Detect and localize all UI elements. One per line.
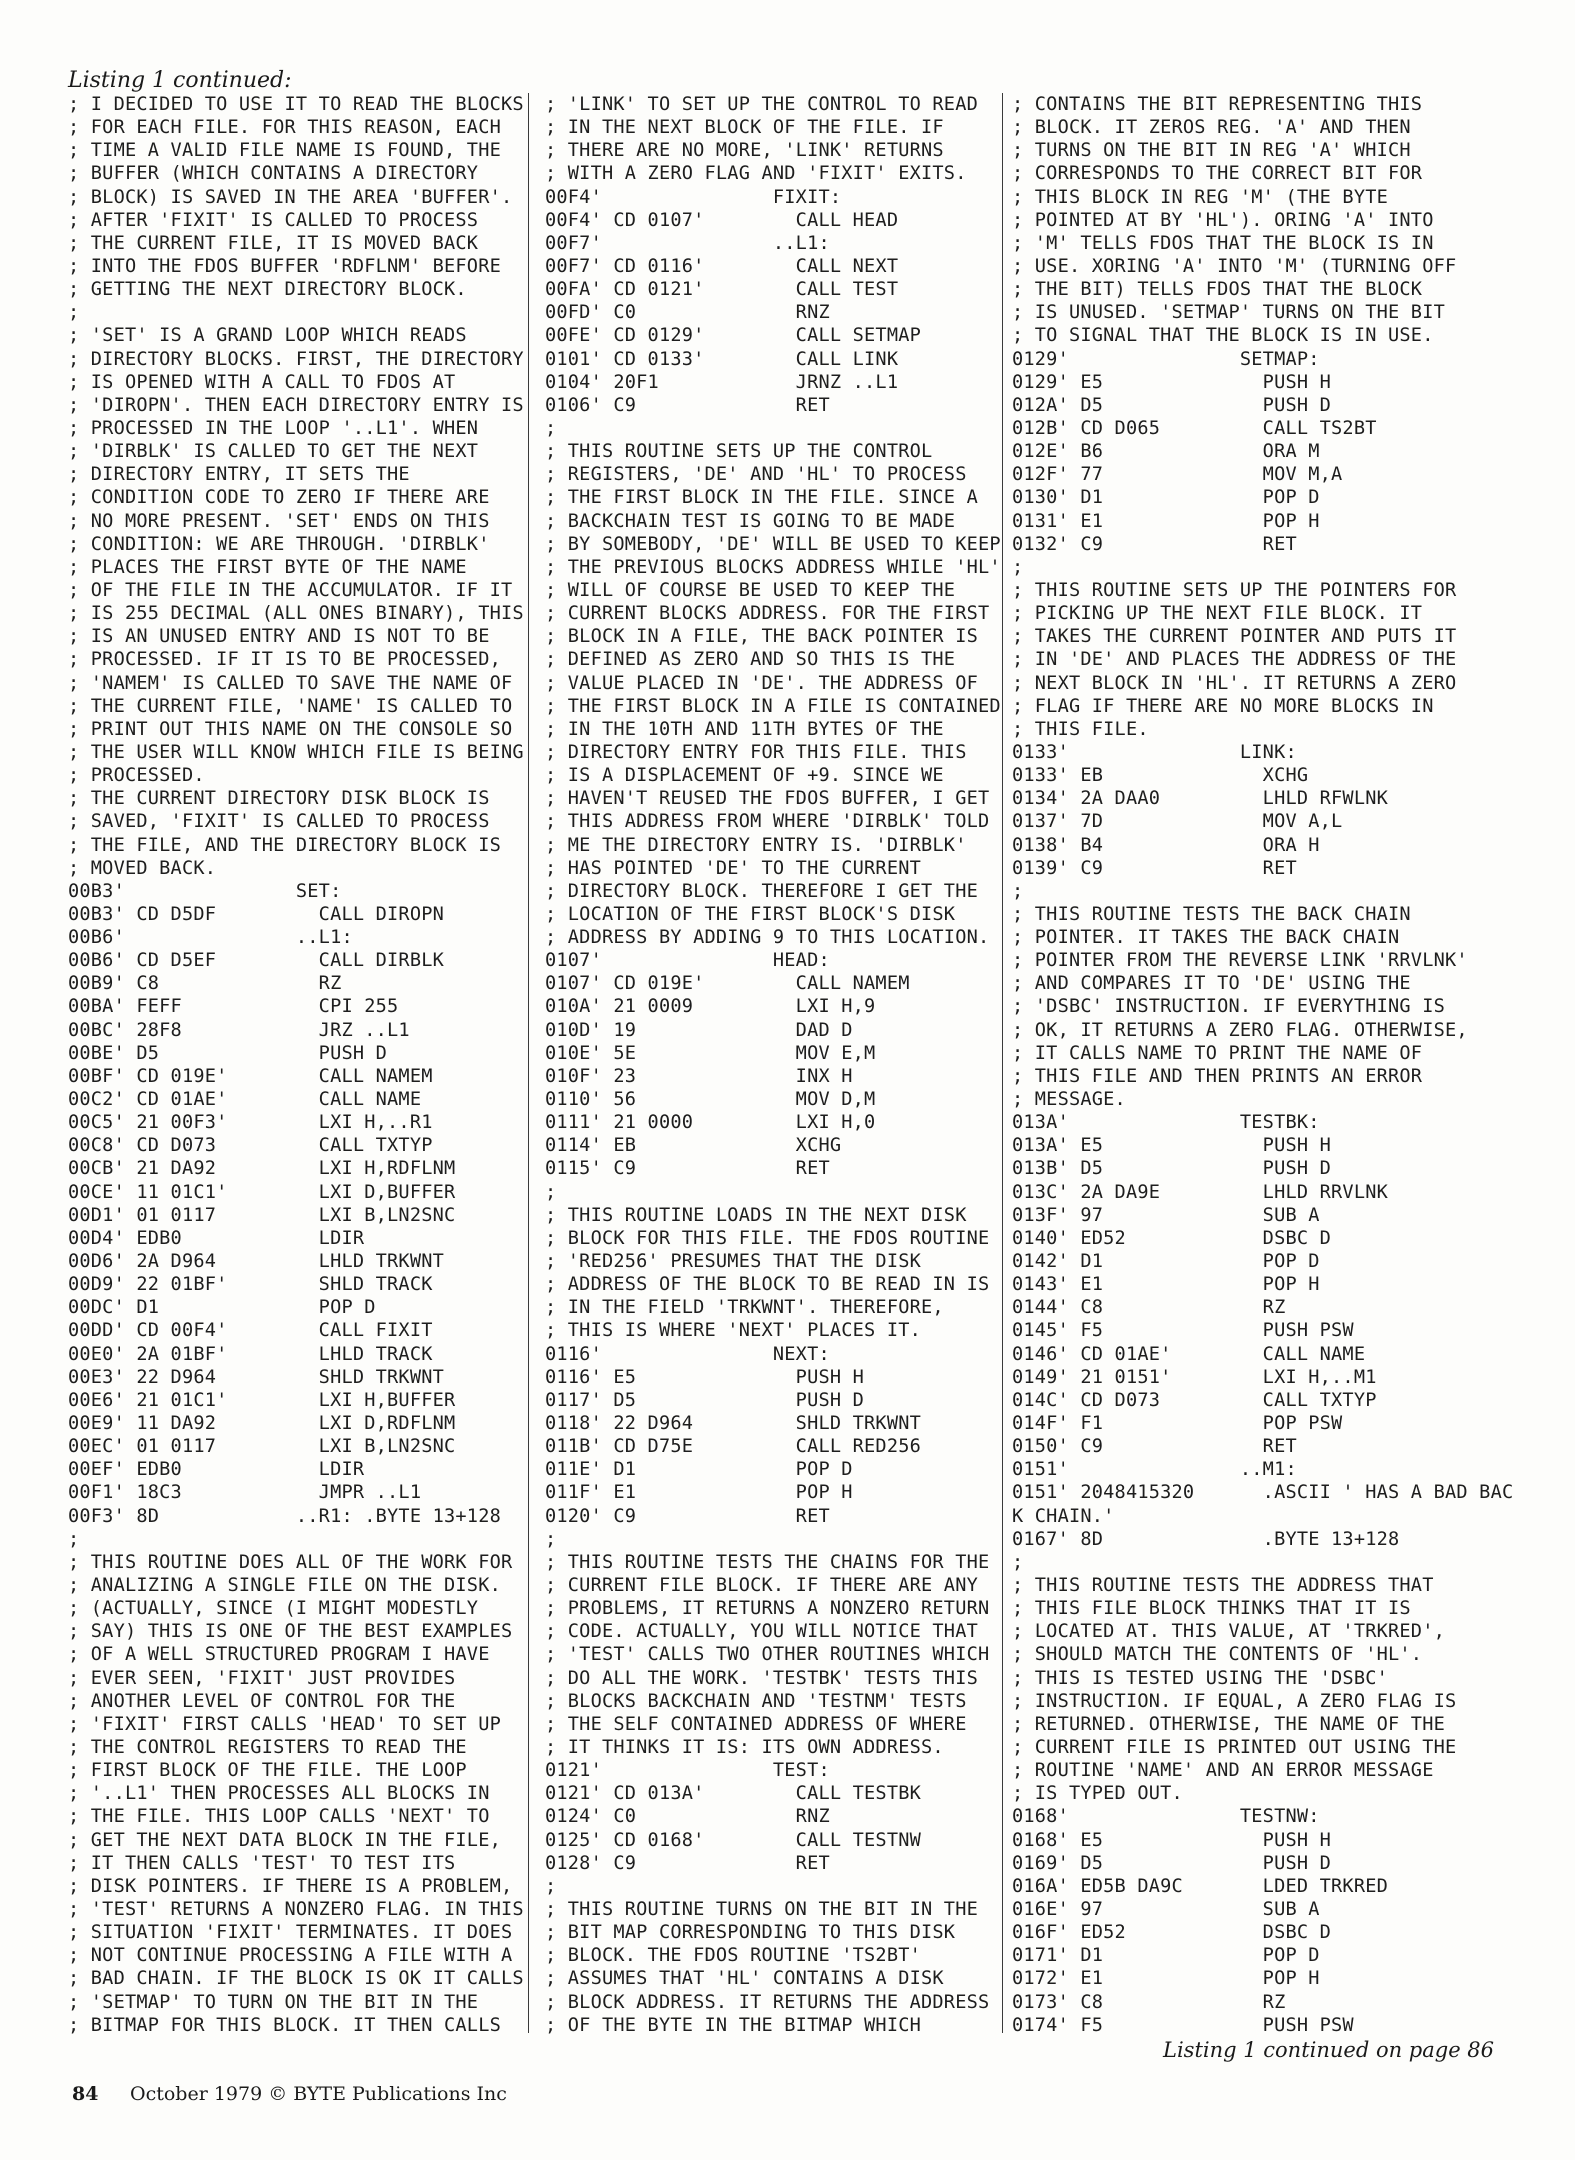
code-line: 010E' 5E MOV E,M: [545, 1042, 876, 1064]
code-line: 0133' LINK:: [1012, 741, 1297, 763]
code-line: 014F' F1 POP PSW: [1012, 1413, 1343, 1435]
code-line: ; POINTER FROM THE REVERSE LINK 'RRVLNK': [1012, 950, 1468, 972]
code-line: ; RETURNED. OTHERWISE, THE NAME OF THE: [1012, 1713, 1445, 1735]
code-line: ; TIME A VALID FILE NAME IS FOUND, THE: [68, 140, 501, 162]
code-line: 0149' 21 0151' LXI H,..M1: [1012, 1366, 1377, 1388]
code-line: ; I DECIDED TO USE IT TO READ THE BLOCKS: [68, 94, 524, 115]
code-line: ;: [1012, 1551, 1024, 1573]
code-line: 0101' CD 0133' CALL LINK: [545, 348, 899, 370]
code-line: 0167' 8D .BYTE 13+128: [1012, 1528, 1400, 1550]
code-line: ; BAD CHAIN. IF THE BLOCK IS OK IT CALLS: [68, 1968, 524, 1990]
code-line: ; THIS ROUTINE DOES ALL OF THE WORK FOR: [68, 1551, 513, 1573]
code-line: ;: [68, 1528, 80, 1550]
code-line: ; THIS ROUTINE TURNS ON THE BIT IN THE: [545, 1898, 978, 1920]
code-line: ; SAVED, 'FIXIT' IS CALLED TO PROCESS: [68, 811, 490, 833]
code-line: 0169' D5 PUSH D: [1012, 1852, 1332, 1874]
code-line: ; THE CURRENT FILE, IT IS MOVED BACK: [68, 232, 479, 254]
code-line: 0140' ED52 DSBC D: [1012, 1227, 1332, 1249]
code-line: ; SITUATION 'FIXIT' TERMINATES. IT DOES: [68, 1922, 513, 1944]
code-line: ; GETTING THE NEXT DIRECTORY BLOCK.: [68, 279, 467, 301]
code-line: ; POINTED AT BY 'HL'). ORING 'A' INTO: [1012, 209, 1434, 231]
code-line: ; BY SOMEBODY, 'DE' WILL BE USED TO KEEP: [545, 533, 1001, 555]
code-line: ; 'LINK' TO SET UP THE CONTROL TO READ: [545, 94, 978, 115]
code-line: ; INSTRUCTION. IF EQUAL, A ZERO FLAG IS: [1012, 1690, 1457, 1712]
code-line: 012F' 77 MOV M,A: [1012, 464, 1343, 486]
code-line: ; THE CONTROL REGISTERS TO READ THE: [68, 1736, 467, 1758]
code-line: ; REGISTERS, 'DE' AND 'HL' TO PROCESS: [545, 464, 967, 486]
code-line: 012E' B6 ORA M: [1012, 441, 1320, 463]
code-line: 0124' C0 RNZ: [545, 1806, 830, 1828]
code-line: ; IT THINKS IT IS: ITS OWN ADDRESS.: [545, 1736, 944, 1758]
code-line: ; BLOCK FOR THIS FILE. THE FDOS ROUTINE: [545, 1227, 990, 1249]
code-line: 011E' D1 POP D: [545, 1459, 853, 1481]
code-line: ; NOT CONTINUE PROCESSING A FILE WITH A: [68, 1945, 513, 1967]
code-line: 016F' ED52 DSBC D: [1012, 1922, 1332, 1944]
code-line: 0132' C9 RET: [1012, 533, 1297, 555]
code-line: ; DO ALL THE WORK. 'TESTBK' TESTS THIS: [545, 1667, 978, 1689]
code-line: ; FIRST BLOCK OF THE FILE. THE LOOP: [68, 1760, 467, 1782]
code-line: ; OF THE BYTE IN THE BITMAP WHICH: [545, 2014, 922, 2036]
code-line: ; 'SETMAP' TO TURN ON THE BIT IN THE: [68, 1991, 479, 2013]
code-line: ; 'DSBC' INSTRUCTION. IF EVERYTHING IS: [1012, 996, 1445, 1018]
code-line: ; (ACTUALLY, SINCE (I MIGHT MODESTLY: [68, 1598, 479, 1620]
code-line: ; MESSAGE.: [1012, 1089, 1126, 1111]
code-line: 0121' CD 013A' CALL TESTBK: [545, 1783, 922, 1805]
code-line: ; THE USER WILL KNOW WHICH FILE IS BEING: [68, 741, 524, 763]
code-line: ; THIS ADDRESS FROM WHERE 'DIRBLK' TOLD: [545, 811, 990, 833]
code-line: ; IS AN UNUSED ENTRY AND IS NOT TO BE: [68, 626, 490, 648]
code-line: 0168' TESTNW:: [1012, 1806, 1320, 1828]
code-line: ; EVER SEEN, 'FIXIT' JUST PROVIDES: [68, 1667, 456, 1689]
code-line: ; IS A DISPLACEMENT OF +9. SINCE WE: [545, 765, 944, 787]
code-line: ; CURRENT BLOCKS ADDRESS. FOR THE FIRST: [545, 603, 990, 625]
code-line: 0118' 22 D964 SHLD TRKWNT: [545, 1413, 922, 1435]
code-line: ; NEXT BLOCK IN 'HL'. IT RETURNS A ZERO: [1012, 672, 1457, 694]
code-line: 014C' CD D073 CALL TXTYP: [1012, 1389, 1377, 1411]
code-line: 0172' E1 POP H: [1012, 1968, 1320, 1990]
code-line: 013B' D5 PUSH D: [1012, 1158, 1332, 1180]
code-line: ; DIRECTORY BLOCKS. FIRST, THE DIRECTORY: [68, 348, 524, 370]
code-line: 0137' 7D MOV A,L: [1012, 811, 1343, 833]
code-line: 0129' SETMAP:: [1012, 348, 1320, 370]
code-line: ; ADDRESS BY ADDING 9 TO THIS LOCATION.: [545, 927, 990, 949]
code-line: 0116' NEXT:: [545, 1343, 830, 1365]
page-number: 84: [72, 2083, 99, 2105]
code-line: ; ANALIZING A SINGLE FILE ON THE DISK.: [68, 1575, 501, 1596]
code-line: ; PROBLEMS, IT RETURNS A NONZERO RETURN: [545, 1598, 990, 1620]
code-line: ; THE SELF CONTAINED ADDRESS OF WHERE: [545, 1713, 967, 1735]
code-line: 0121' TEST:: [545, 1760, 830, 1782]
code-line: ; CURRENT FILE BLOCK. IF THERE ARE ANY: [545, 1575, 978, 1596]
code-line: ; DISK POINTERS. IF THERE IS A PROBLEM,: [68, 1875, 513, 1897]
code-line: 00B9' C8 RZ: [68, 973, 342, 995]
code-line: ; PRINT OUT THIS NAME ON THE CONSOLE SO: [68, 718, 513, 740]
code-line: 00DC' D1 POP D: [68, 1297, 376, 1319]
code-line: 00BA' FEFF CPI 255: [68, 996, 399, 1018]
code-line: ; WILL OF COURSE BE USED TO KEEP THE: [545, 579, 956, 601]
code-line: ; 'DIRBLK' IS CALLED TO GET THE NEXT: [68, 441, 479, 463]
code-line: 00C8' CD D073 CALL TXTYP: [68, 1135, 433, 1157]
code-line: ; THIS IS WHERE 'NEXT' PLACES IT.: [545, 1320, 922, 1342]
code-line: ; THIS FILE BLOCK THINKS THAT IT IS: [1012, 1598, 1411, 1620]
code-line: ; BLOCK) IS SAVED IN THE AREA 'BUFFER'.: [68, 186, 513, 208]
column-divider: [528, 93, 529, 2033]
code-line: ; THE CURRENT DIRECTORY DISK BLOCK IS: [68, 788, 490, 810]
code-line: ; THIS FILE AND THEN PRINTS AN ERROR: [1012, 1065, 1423, 1087]
code-line: 00B3' CD D5DF CALL DIROPN: [68, 903, 445, 925]
publication-line: October 1979 © BYTE Publications Inc: [130, 2083, 507, 2105]
code-line: ;: [545, 1875, 557, 1897]
code-line: 0174' F5 PUSH PSW: [1012, 2014, 1354, 2036]
code-line: 0151' 2048415320 .ASCII ' HAS A BAD BAC: [1012, 1482, 1514, 1504]
code-line: 00E6' 21 01C1' LXI H,BUFFER: [68, 1389, 456, 1411]
code-line: ; WITH A ZERO FLAG AND 'FIXIT' EXITS.: [545, 163, 967, 185]
code-line: ; ADDRESS OF THE BLOCK TO BE READ IN IS: [545, 1274, 990, 1296]
code-line: ; THIS ROUTINE SETS UP THE CONTROL: [545, 441, 933, 463]
code-line: ; THIS ROUTINE SETS UP THE POINTERS FOR: [1012, 579, 1457, 601]
code-line: 00D9' 22 01BF' SHLD TRACK: [68, 1274, 433, 1296]
code-line: ; IN THE 10TH AND 11TH BYTES OF THE: [545, 718, 944, 740]
code-line: ; CODE. ACTUALLY, YOU WILL NOTICE THAT: [545, 1621, 978, 1643]
code-line: ; 'NAMEM' IS CALLED TO SAVE THE NAME OF: [68, 672, 513, 694]
code-line: 011B' CD D75E CALL RED256: [545, 1436, 922, 1458]
code-line: ; CONTAINS THE BIT REPRESENTING THIS: [1012, 94, 1423, 115]
code-line: 0104' 20F1 JRNZ ..L1: [545, 371, 899, 393]
code-line: ; USE. XORING 'A' INTO 'M' (TURNING OFF: [1012, 255, 1457, 277]
code-line: 0146' CD 01AE' CALL NAME: [1012, 1343, 1366, 1365]
code-line: ; SAY) THIS IS ONE OF THE BEST EXAMPLES: [68, 1621, 513, 1643]
code-line: 0120' C9 RET: [545, 1505, 830, 1527]
code-line: ; ASSUMES THAT 'HL' CONTAINS A DISK: [545, 1968, 944, 1990]
code-line: ; CONDITION CODE TO ZERO IF THERE ARE: [68, 487, 490, 509]
code-line: 00D1' 01 0117 LXI B,LN2SNC: [68, 1204, 456, 1226]
code-line: 0107' CD 019E' CALL NAMEM: [545, 973, 910, 995]
code-line: ;: [545, 1181, 557, 1203]
code-line: ;: [1012, 880, 1024, 902]
code-line: ; PROCESSED. IF IT IS TO BE PROCESSED,: [68, 649, 501, 671]
code-line: ; ANOTHER LEVEL OF CONTROL FOR THE: [68, 1690, 456, 1712]
code-line: 00CB' 21 DA92 LXI H,RDFLNM: [68, 1158, 456, 1180]
code-line: ; THIS BLOCK IN REG 'M' (THE BYTE: [1012, 186, 1389, 208]
code-line: 0150' C9 RET: [1012, 1436, 1297, 1458]
code-line: ; CURRENT FILE IS PRINTED OUT USING THE: [1012, 1736, 1457, 1758]
code-line: ; 'TEST' CALLS TWO OTHER ROUTINES WHICH: [545, 1644, 990, 1666]
code-line: ; IT THEN CALLS 'TEST' TO TEST ITS: [68, 1852, 456, 1874]
code-line: 0139' C9 RET: [1012, 857, 1297, 879]
code-line: 00BF' CD 019E' CALL NAMEM: [68, 1065, 433, 1087]
code-line: 013A' E5 PUSH H: [1012, 1135, 1332, 1157]
code-line: ; AFTER 'FIXIT' IS CALLED TO PROCESS: [68, 209, 479, 231]
code-line: ; DEFINED AS ZERO AND SO THIS IS THE: [545, 649, 956, 671]
code-line: ; THIS IS TESTED USING THE 'DSBC': [1012, 1667, 1389, 1689]
code-line: ; NO MORE PRESENT. 'SET' ENDS ON THIS: [68, 510, 490, 532]
code-line: 00EF' EDB0 LDIR: [68, 1459, 365, 1481]
code-line: ; FOR EACH FILE. FOR THIS REASON, EACH: [68, 117, 501, 139]
code-line: 010A' 21 0009 LXI H,9: [545, 996, 876, 1018]
code-line: ; THIS FILE.: [1012, 718, 1149, 740]
code-line: 00E9' 11 DA92 LXI D,RDFLNM: [68, 1413, 456, 1435]
code-line: ; IS OPENED WITH A CALL TO FDOS AT: [68, 371, 456, 393]
code-line: ; TURNS ON THE BIT IN REG 'A' WHICH: [1012, 140, 1411, 162]
code-line: ; IN THE NEXT BLOCK OF THE FILE. IF: [545, 117, 944, 139]
code-line: ;: [545, 1528, 557, 1550]
code-line: 0114' EB XCHG: [545, 1135, 842, 1157]
code-line: 00E0' 2A 01BF' LHLD TRACK: [68, 1343, 433, 1365]
code-line: ; BLOCK. THE FDOS ROUTINE 'TS2BT': [545, 1945, 922, 1967]
code-line: ; GET THE NEXT DATA BLOCK IN THE FILE,: [68, 1829, 501, 1851]
code-line: ; OK, IT RETURNS A ZERO FLAG. OTHERWISE,: [1012, 1019, 1468, 1041]
code-line: 0131' E1 POP H: [1012, 510, 1320, 532]
code-line: ; HAS POINTED 'DE' TO THE CURRENT: [545, 857, 922, 879]
code-line: 0151' ..M1:: [1012, 1459, 1297, 1481]
code-line: ; IS TYPED OUT.: [1012, 1783, 1183, 1805]
code-line: ; THE CURRENT FILE, 'NAME' IS CALLED TO: [68, 695, 513, 717]
column-divider: [1002, 93, 1003, 2033]
listing-caption: Listing 1 continued:: [68, 68, 292, 93]
code-line: 00F4' FIXIT:: [545, 186, 842, 208]
code-line: ;: [1012, 556, 1024, 578]
listing-column-1: [68, 93, 523, 2037]
code-line: 016E' 97 SUB A: [1012, 1898, 1320, 1920]
code-line: ; CORRESPONDS TO THE CORRECT BIT FOR: [1012, 163, 1423, 185]
code-line: ; THIS ROUTINE LOADS IN THE NEXT DISK: [545, 1204, 967, 1226]
code-line: ; 'SET' IS A GRAND LOOP WHICH READS: [68, 325, 467, 347]
code-line: ; LOCATED AT. THIS VALUE, AT 'TRKRED',: [1012, 1621, 1445, 1643]
code-line: 013A' TESTBK:: [1012, 1112, 1320, 1134]
code-line: ; TAKES THE CURRENT POINTER AND PUTS IT: [1012, 626, 1457, 648]
code-line: ; THE FILE. THIS LOOP CALLS 'NEXT' TO: [68, 1806, 490, 1828]
code-line: 00B3' SET:: [68, 880, 342, 902]
code-line: ; 'TEST' RETURNS A NONZERO FLAG. IN THIS: [68, 1898, 524, 1920]
code-line: ; THIS ROUTINE TESTS THE CHAINS FOR THE: [545, 1551, 990, 1573]
code-line: ; DIRECTORY ENTRY, IT SETS THE: [68, 464, 410, 486]
code-line: ; THIS ROUTINE TESTS THE BACK CHAIN: [1012, 903, 1411, 925]
code-line: 013F' 97 SUB A: [1012, 1204, 1320, 1226]
code-line: ; ROUTINE 'NAME' AND AN ERROR MESSAGE: [1012, 1760, 1434, 1782]
code-line: 0111' 21 0000 LXI H,0: [545, 1112, 876, 1134]
code-line: 00D6' 2A D964 LHLD TRKWNT: [68, 1251, 445, 1273]
code-line: 00FD' C0 RNZ: [545, 302, 830, 324]
code-line: ; IN THE FIELD 'TRKWNT'. THEREFORE,: [545, 1297, 944, 1319]
code-line: ;: [68, 302, 80, 324]
code-line: K CHAIN.': [1012, 1505, 1115, 1527]
code-line: ; THERE ARE NO MORE, 'LINK' RETURNS: [545, 140, 944, 162]
code-line: 012A' D5 PUSH D: [1012, 394, 1332, 416]
code-line: 016A' ED5B DA9C LDED TRKRED: [1012, 1875, 1389, 1897]
code-line: 0138' B4 ORA H: [1012, 834, 1320, 856]
code-line: 010F' 23 INX H: [545, 1065, 853, 1087]
code-line: 00F7' ..L1:: [545, 232, 830, 254]
code-line: 00F7' CD 0116' CALL NEXT: [545, 255, 899, 277]
code-line: ; BIT MAP CORRESPONDING TO THIS DISK: [545, 1922, 956, 1944]
code-line: 0115' C9 RET: [545, 1158, 830, 1180]
code-line: ; DIRECTORY BLOCK. THEREFORE I GET THE: [545, 880, 978, 902]
code-line: ; MOVED BACK.: [68, 857, 217, 879]
code-line: ; 'M' TELLS FDOS THAT THE BLOCK IS IN: [1012, 232, 1434, 254]
code-line: ; INTO THE FDOS BUFFER 'RDFLNM' BEFORE: [68, 255, 501, 277]
code-line: ; BLOCK ADDRESS. IT RETURNS THE ADDRESS: [545, 1991, 990, 2013]
code-line: 00BE' D5 PUSH D: [68, 1042, 388, 1064]
code-line: 00E3' 22 D964 SHLD TRKWNT: [68, 1366, 445, 1388]
code-line: ; 'DIROPN'. THEN EACH DIRECTORY ENTRY IS: [68, 394, 524, 416]
code-line: 0106' C9 RET: [545, 394, 830, 416]
code-line: 00EC' 01 0117 LXI B,LN2SNC: [68, 1436, 456, 1458]
code-line: ; BACKCHAIN TEST IS GOING TO BE MADE: [545, 510, 956, 532]
code-line: 00F3' 8D ..R1: .BYTE 13+128: [68, 1505, 501, 1527]
code-line: ; HAVEN'T REUSED THE FDOS BUFFER, I GET: [545, 788, 990, 810]
code-line: 00FA' CD 0121' CALL TEST: [545, 279, 899, 301]
code-line: ; POINTER. IT TAKES THE BACK CHAIN: [1012, 927, 1400, 949]
code-line: ; FLAG IF THERE ARE NO MORE BLOCKS IN: [1012, 695, 1434, 717]
code-line: 00C5' 21 00F3' LXI H,..R1: [68, 1112, 433, 1134]
code-line: 0128' C9 RET: [545, 1852, 830, 1874]
listing-column-3: [1012, 93, 1512, 2037]
code-line: ; LOCATION OF THE FIRST BLOCK'S DISK: [545, 903, 956, 925]
code-line: ; BITMAP FOR THIS BLOCK. IT THEN CALLS: [68, 2014, 501, 2036]
code-line: 0143' E1 POP H: [1012, 1274, 1320, 1296]
code-line: ; BUFFER (WHICH CONTAINS A DIRECTORY: [68, 163, 479, 185]
code-line: ; THE FIRST BLOCK IN THE FILE. SINCE A: [545, 487, 978, 509]
code-line: ; 'FIXIT' FIRST CALLS 'HEAD' TO SET UP: [68, 1713, 501, 1735]
code-line: 0130' D1 POP D: [1012, 487, 1320, 509]
code-line: 013C' 2A DA9E LHLD RRVLNK: [1012, 1181, 1389, 1203]
code-line: 00BC' 28F8 JRZ ..L1: [68, 1019, 410, 1041]
code-line: ; THE FILE, AND THE DIRECTORY BLOCK IS: [68, 834, 501, 856]
code-line: ; 'RED256' PRESUMES THAT THE DISK: [545, 1251, 922, 1273]
code-line: 0133' EB XCHG: [1012, 765, 1309, 787]
code-line: 0173' C8 RZ: [1012, 1991, 1286, 2013]
code-line: ; PROCESSED.: [68, 765, 205, 787]
code-line: 0145' F5 PUSH PSW: [1012, 1320, 1354, 1342]
code-line: 00D4' EDB0 LDIR: [68, 1227, 365, 1249]
code-line: ; THIS ROUTINE TESTS THE ADDRESS THAT: [1012, 1575, 1434, 1596]
code-line: ; ME THE DIRECTORY ENTRY IS. 'DIRBLK': [545, 834, 967, 856]
code-line: ; OF THE FILE IN THE ACCUMULATOR. IF IT: [68, 579, 513, 601]
code-line: 0134' 2A DAA0 LHLD RFWLNK: [1012, 788, 1389, 810]
code-line: ; IN 'DE' AND PLACES THE ADDRESS OF THE: [1012, 649, 1457, 671]
code-line: 0116' E5 PUSH H: [545, 1366, 865, 1388]
code-line: 00FE' CD 0129' CALL SETMAP: [545, 325, 922, 347]
code-line: ; CONDITION: WE ARE THROUGH. 'DIRBLK': [68, 533, 490, 555]
code-line: 0168' E5 PUSH H: [1012, 1829, 1332, 1851]
code-line: 00CE' 11 01C1' LXI D,BUFFER: [68, 1181, 456, 1203]
code-line: ; THE FIRST BLOCK IN A FILE IS CONTAINED: [545, 695, 1001, 717]
code-line: 00B6' CD D5EF CALL DIRBLK: [68, 950, 445, 972]
code-line: ; TO SIGNAL THAT THE BLOCK IS IN USE.: [1012, 325, 1434, 347]
code-line: 0117' D5 PUSH D: [545, 1389, 865, 1411]
listing-column-2: [545, 93, 1000, 2037]
code-line: ; AND COMPARES IT TO 'DE' USING THE: [1012, 973, 1411, 995]
code-line: 0171' D1 POP D: [1012, 1945, 1320, 1967]
code-line: 00DD' CD 00F4' CALL FIXIT: [68, 1320, 433, 1342]
code-line: 0129' E5 PUSH H: [1012, 371, 1332, 393]
code-line: ; PLACES THE FIRST BYTE OF THE NAME: [68, 556, 467, 578]
code-line: ; DIRECTORY ENTRY FOR THIS FILE. THIS: [545, 741, 967, 763]
code-line: ; IS 255 DECIMAL (ALL ONES BINARY), THIS: [68, 603, 524, 625]
code-line: ;: [545, 417, 557, 439]
code-line: 0125' CD 0168' CALL TESTNW: [545, 1829, 922, 1851]
code-line: ; BLOCK IN A FILE, THE BACK POINTER IS: [545, 626, 978, 648]
code-line: 010D' 19 DAD D: [545, 1019, 853, 1041]
code-line: 00C2' CD 01AE' CALL NAME: [68, 1089, 422, 1111]
code-line: 0142' D1 POP D: [1012, 1251, 1320, 1273]
code-line: 0110' 56 MOV D,M: [545, 1089, 876, 1111]
code-line: ; BLOCK. IT ZEROS REG. 'A' AND THEN: [1012, 117, 1411, 139]
continued-note: Listing 1 continued on page 86: [1163, 2038, 1495, 2062]
code-line: 00F4' CD 0107' CALL HEAD: [545, 209, 899, 231]
code-line: ; OF A WELL STRUCTURED PROGRAM I HAVE: [68, 1644, 490, 1666]
code-line: ; PROCESSED IN THE LOOP '..L1'. WHEN: [68, 417, 479, 439]
code-line: ; THE PREVIOUS BLOCKS ADDRESS WHILE 'HL': [545, 556, 1001, 578]
code-line: 00B6' ..L1:: [68, 927, 353, 949]
code-line: 012B' CD D065 CALL TS2BT: [1012, 417, 1377, 439]
code-line: ; BLOCKS BACKCHAIN AND 'TESTNM' TESTS: [545, 1690, 967, 1712]
code-line: 0144' C8 RZ: [1012, 1297, 1286, 1319]
code-line: ; '..L1' THEN PROCESSES ALL BLOCKS IN: [68, 1783, 490, 1805]
code-line: ; VALUE PLACED IN 'DE'. THE ADDRESS OF: [545, 672, 978, 694]
code-line: 0107' HEAD:: [545, 950, 830, 972]
code-line: ; IS UNUSED. 'SETMAP' TURNS ON THE BIT: [1012, 302, 1445, 324]
code-line: ; SHOULD MATCH THE CONTENTS OF 'HL'.: [1012, 1644, 1423, 1666]
code-line: ; PICKING UP THE NEXT FILE BLOCK. IT: [1012, 603, 1423, 625]
code-line: 011F' E1 POP H: [545, 1482, 853, 1504]
code-line: 00F1' 18C3 JMPR ..L1: [68, 1482, 422, 1504]
code-line: ; THE BIT) TELLS FDOS THAT THE BLOCK: [1012, 279, 1423, 301]
code-line: ; IT CALLS NAME TO PRINT THE NAME OF: [1012, 1042, 1423, 1064]
